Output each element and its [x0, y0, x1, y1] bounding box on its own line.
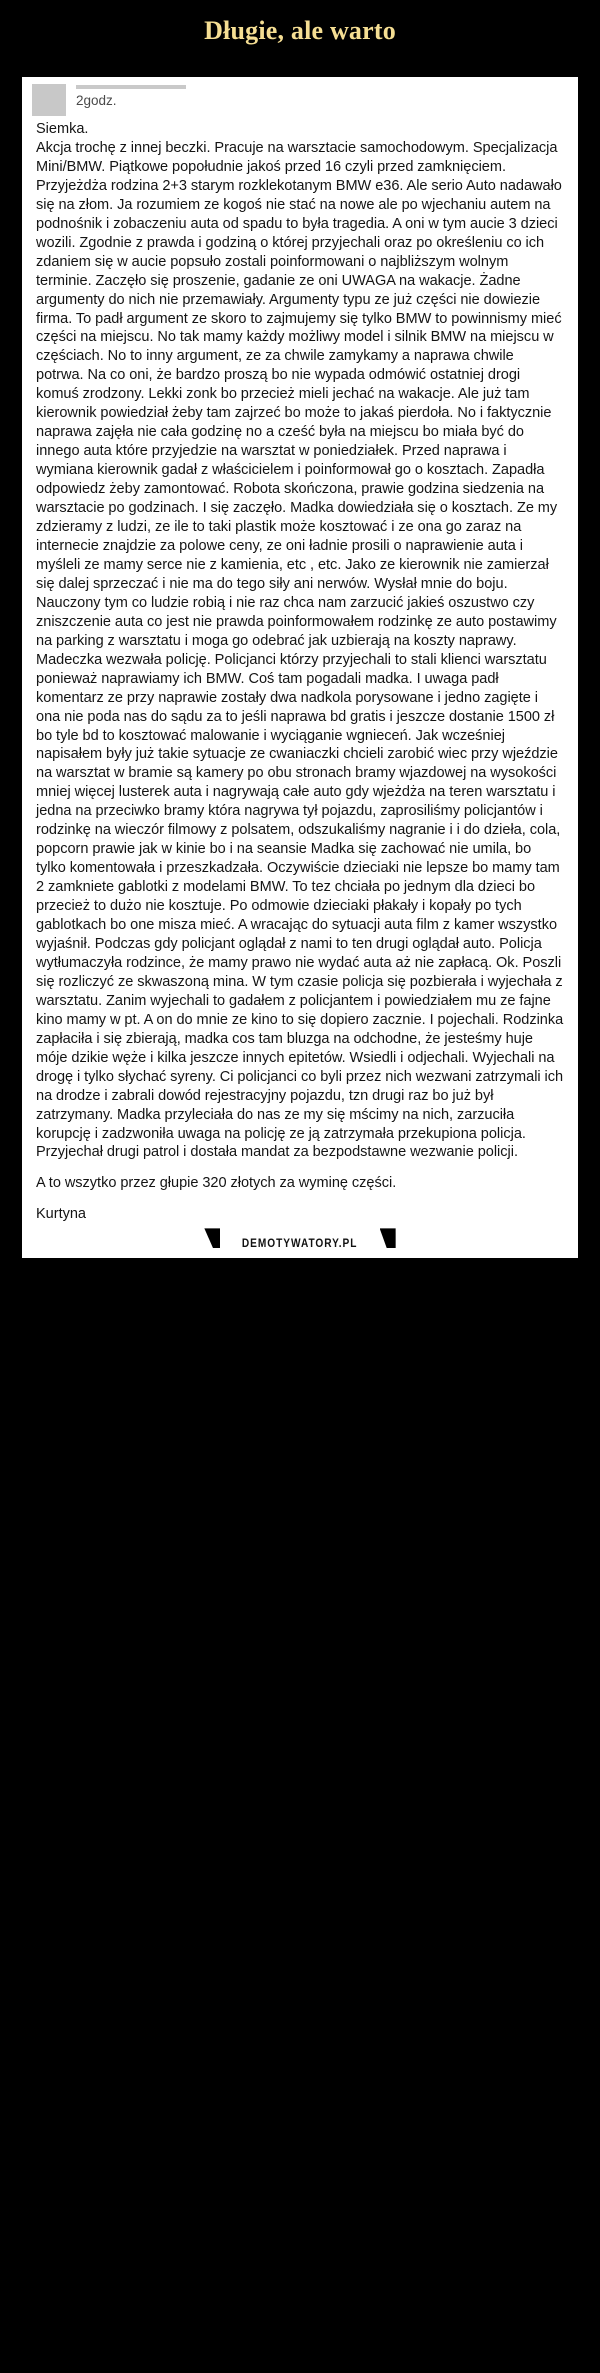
post-footer — [22, 1228, 578, 1258]
post-paragraph: Akcja trochę z innej beczki. Pracuje na warsztacie samochodowym. Specjalizacja Mini/BMW. Piątkowe popołudnie jakoś przed 16 czyli przed zamknięciem. Przyjeżdża rodzina 2+3 starym rozklekotanym BMW e36. Ale serio Auto nadawało się na złom. Ja rozumiem ze kogoś nie stać na nowe ale po wjechaniu autem na podnośnik i zobaczeniu auta od spadu to była tragedia. A oni w tym aucie 3 dzieci wozili. Zgodnie z prawda i godziną o której przyjechali oraz po określeniu co ich zdaniem się w aucie popsuło zostali poinformowani o najbliższym wolnym terminie. Zaczęło się proszenie, gadanie ze oni UWAGA na wakacje. Żadne argumenty do nich nie przemawiały. Argumenty typu ze już części nie dowiezie firma. To padł argument ze skoro to zajmujemy się tylko BMW to powinnismy mieć części na miejscu. No tak mamy każdy możliwy model i silnik BMW na miejscu w częściach. No to inny argument, ze za chwile zamykamy a naprawa chwile potrwa. Na co oni, że bardzo proszą bo nie wypada odmówić ostatniej drogi komuś zrodzony. Lekki zonk bo przecież mieli jechać na wakacje. Ale już tam kierownik powiedział żeby tam zajrzeć bo może to jakaś pierdoła. No i faktycznie naprawa zajęła nie cała godzinę no a cześć była na miejscu bo miała być do innego auta które przyjedzie na warsztat w poniedziałek. Przed naprawa i wymiana kierownik gadał z właścicielem i poinformował go o kosztach. Zapadła odpowiedz żeby zamontować. Robota skończona, prawie godzina siedzenia na warsztacie po godzinach. I się zaczęło. Madka dowiedziała się o kosztach. Ze my zdzieramy z ludzi, ze ile to taki plastik może kosztować i ze ona go zaraz na internecie znajdzie za polowe ceny, ze oni ładnie prosili o naprawienie auta i myśleli ze mamy serce nie z kamienia, etc , etc. Jako ze kierownik nie zamierzał się dalej sprzeczać i nie ma do tego siły ani nerwów. Wysłał mnie do boju. Nauczony tym co ludzie robią i nie raz chca nam zarzucić jakieś oszustwo czy zniszczenie auta co jest nie prawda poinformowałem rodzinkę ze auto postawimy na parking z warsztatu i moga go odebrać jak uzbierają na koszty naprawy. Madeczka wezwała policję. Policjanci którzy przyjechali to stali klienci warsztatu ponieważ naprawiamy ich BMW. Coś tam pogadali madka. I uwaga padł komentarz ze przy naprawie zostały dwa nadkola porysowane i jedno zagięte i ona nie poda nas do sądu za to jeśli naprawa bd gratis i jeszcze dostanie 1500 zł bo tyle bd to kosztować malowanie i wyciąganie wgnieceń. Jak wcześniej napisałem były już takie sytuacje ze cwaniaczki chcieli zarobić wiec przy wjeździe na warsztat w bramie są kamery po obu stronach bramy wjazdowej na wysokości mniej więcej lusterek auta i nagrywają całe auto gdy wjeżdża na teren warsztatu i jedna na przeciwko bramy która nagrywa tył pojazdu, zaprosiliśmy policjantów i rodzinkę na wieczór filmowy z polsatem, odszukaliśmy nagranie i i do dzieła, cola, popcorn prawie jak w kinie bo i na seansie Madka się zachować nie umila, bo tylko komentowała i przeszkadzała. Oczywiście dzieciaki nie lepsze bo mamy tam 2 zamkniete gablotki z modelami BMW. To tez chciała po jednym dla dzieci bo przecież to dużo nie kosztuje. Po odmowie dzieciaki płakały i kopały po tych gablotkach bo one misza mieć. A wracając do sytuacji auta film z kamer wszystko wyjaśnił. Podczas gdy policjant oglądał z nami to ten drugi oglądał auto. Policja wytłumaczyła rodzince, że mamy prawo nie wydać auta aż nie zapłacą. Ok. Poszli się rozliczyć ze skwaszoną mina. W tym czasie policja się pozbierała i wyjechała z warsztatu. Zanim wyjechali to gadałem z policjantem i powiedziałem mu ze fajne kino mamy w pt. A on do mnie ze kino to się dopiero zacznie. I pojechali. Rodzinka zapłaciła i się zbierają, madka cos tam bluzga na odchodne, że jesteśmy huje mójе dzikie węże i kilka jeszcze innych epitetów. Wsiedli i odjechali. Wyjechali na drogę i tylko słychać syreny. Ci policjanci co byli przez nich wezwani zatrzymali ich na drodze i zabrali dowód rejestracyjny pojazdu, tzn drugi raz bo już był zatrzymany. Madka przyleciała do nas ze my się mścimy na nich, zarzuciła korupcję i zadzwoniła uwaga na policję ze ją zatrzymała przekupiona policja. Przyjechał drugi patrol i dostała mandat za bezpodstawne wezwanie policji. — [36, 139, 564, 1161]
post-paragraph: Kurtyna — [36, 1206, 86, 1223]
watermark-container — [234, 1234, 365, 1252]
post-paragraph: Siemka. — [36, 121, 89, 137]
post-timestamp: 2godz. — [76, 93, 117, 108]
post-header — [22, 77, 578, 117]
author-name-placeholder — [76, 85, 186, 89]
watermark-notch-right — [380, 1228, 396, 1248]
page-title: Długie, ale warto — [204, 16, 396, 45]
post-meta — [76, 84, 186, 108]
post-card — [22, 77, 578, 1258]
post-body — [22, 117, 578, 1228]
site-watermark: DEMOTYWATORY.PL — [242, 1238, 358, 1251]
post-paragraph: A to wszytko przez głupie 320 złotych za wyminę części. — [36, 1175, 397, 1192]
avatar — [32, 84, 66, 116]
watermark-notch-left — [204, 1228, 220, 1248]
